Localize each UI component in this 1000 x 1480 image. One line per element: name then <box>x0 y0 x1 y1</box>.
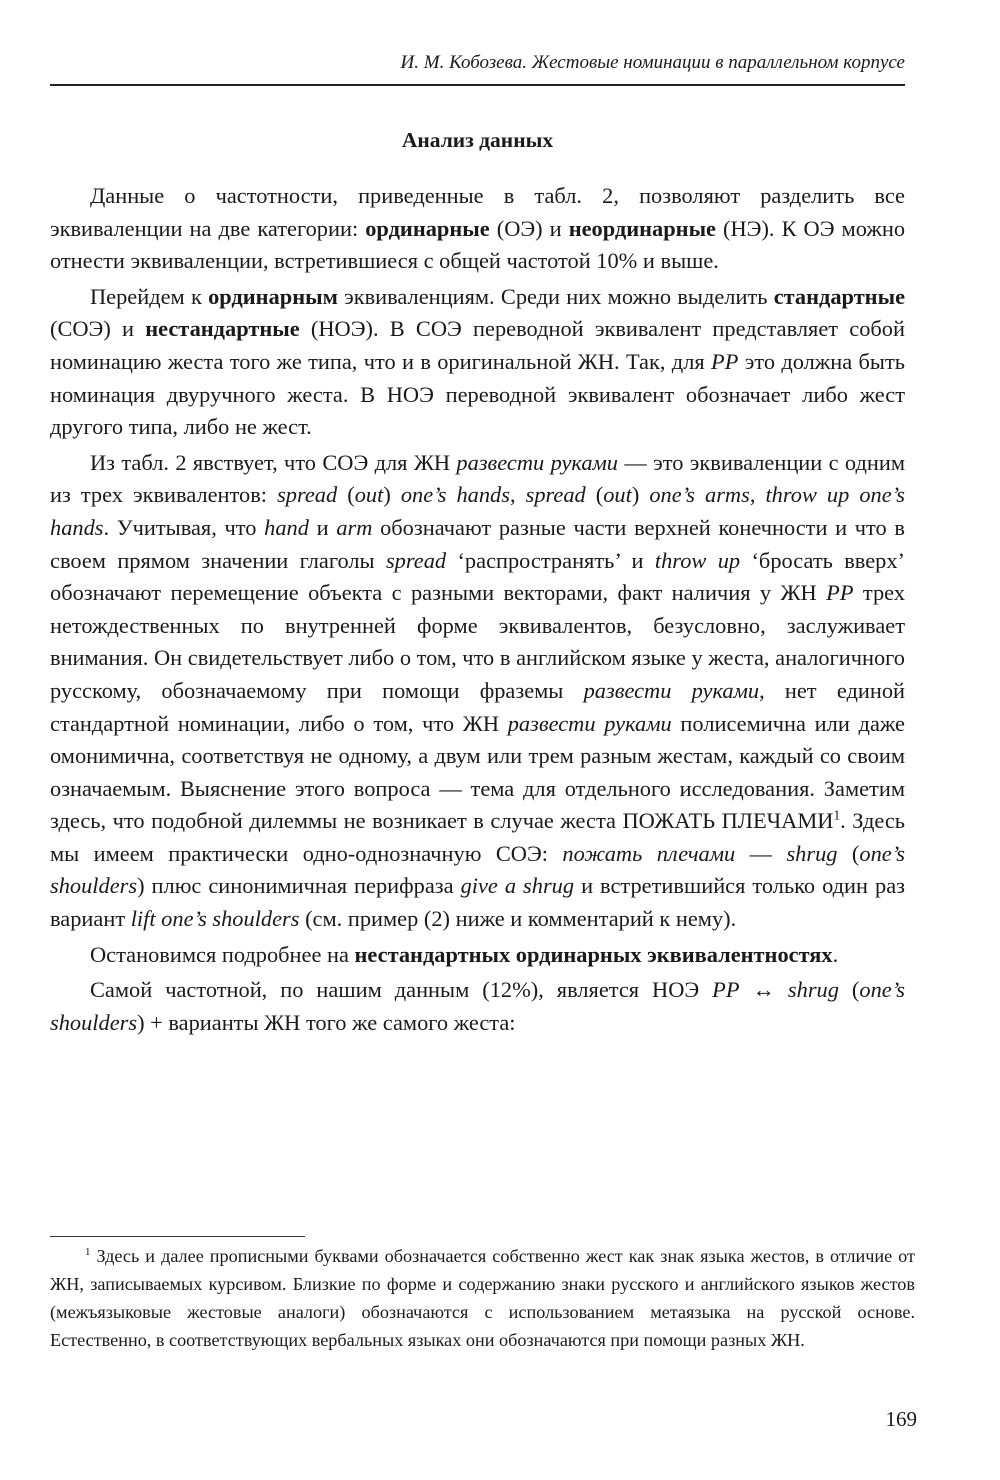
paragraph-2: Перейдем к ординарным эквиваленциям. Среди них можно выделить стандартные (СОЭ) и нестандартные (НОЭ). В СОЭ переводной эквивалент представляет собой номинацию жеста того же типа, что и в оригинальной ЖН. Так, для РР это должна быть номинация двуручного жеста. В НОЭ переводной эквивалент обозначает либо жест другого типа, либо не жест. <box>50 283 906 440</box>
footnote-ref: 1 <box>833 807 841 823</box>
paragraph-1: Данные о частотности, приведенные в табл. 2, позволяют разделить все эквиваленции на две категории: ординарные (ОЭ) и неординарные (НЭ). К ОЭ можно отнести эквиваленции, встретившиеся с общей частотой 10% и выше. <box>50 183 906 274</box>
footnote-number: 1 <box>85 1245 91 1258</box>
paragraph-4: Остановимся подробнее на нестандартных ординарных эквивалентностях. <box>90 941 839 967</box>
footnote: $^1$ Здесь и далее прописными буквами обозначается собственно жест как знак языка жестов, в отличие от ЖН, записываемых курсивом. Близкие по форме и содержанию знаки русского и английского языков жестов (межъязыковые жестовые аналоги) обозначаются с использованием метаязыка на русской основе. Естественно, в соответствующих вербальных языках они обозначаются при помощи разных ЖН. <box>50 1245 915 1350</box>
running-head: И. М. Кобозева. Жестовые номинации в параллельном корпусе <box>50 52 905 86</box>
body-text <box>50 180 905 1042</box>
page-number: 169 <box>885 1407 917 1431</box>
footnote-divider <box>50 1236 305 1237</box>
paragraph-3: Из табл. 2 явствует, что СОЭ для ЖН развести руками — это эквиваленции с одним из трех эквивалентов: spread (out) one’s hands, spread (out) one’s arms, throw up one’s hands. Учитывая, что hand и arm обозначают разные части верхней конечности и что в своем прямом значении глаголы spread ‘распространять’ и throw up ‘бросать вверх’ обозначают перемещение объекта с разными векторами, факт наличия у ЖН РР трех нетождественных по внутренней форме эквивалентов, безусловно, заслуживает внимания. Он свидетельствует либо о том, что в английском языке у жеста, аналогичного русскому, обозначаемому при помощи фраземы развести руками, нет единой стандартной номинации, либо о том, что ЖН развести руками полисемична или даже омонимична, соответствуя не одному, а двум или трем разным жестам, каждый со своим означаемым. Выяснение этого вопроса — тема для отдельного исследования. Заметим здесь, что подобной дилеммы не возникает в случае жеста ПОЖАТЬ ПЛЕЧАМИ$^1$. Здесь мы имеем практически одно-однозначную СОЭ: пожать плечами — shrug (one’s shoulders) плюс синонимичная перифраза give a shrug и встретившийся только один раз вариант lift one’s shoulders (см. пример (2) ниже и комментарий к нему). <box>50 449 906 932</box>
section-title: Анализ данных <box>401 128 554 152</box>
paragraph-5: Самой частотной, по нашим данным (12%), является НОЭ РР ↔ shrug (one’s shoulders) + варианты ЖН того же самого жеста: <box>50 977 905 1035</box>
